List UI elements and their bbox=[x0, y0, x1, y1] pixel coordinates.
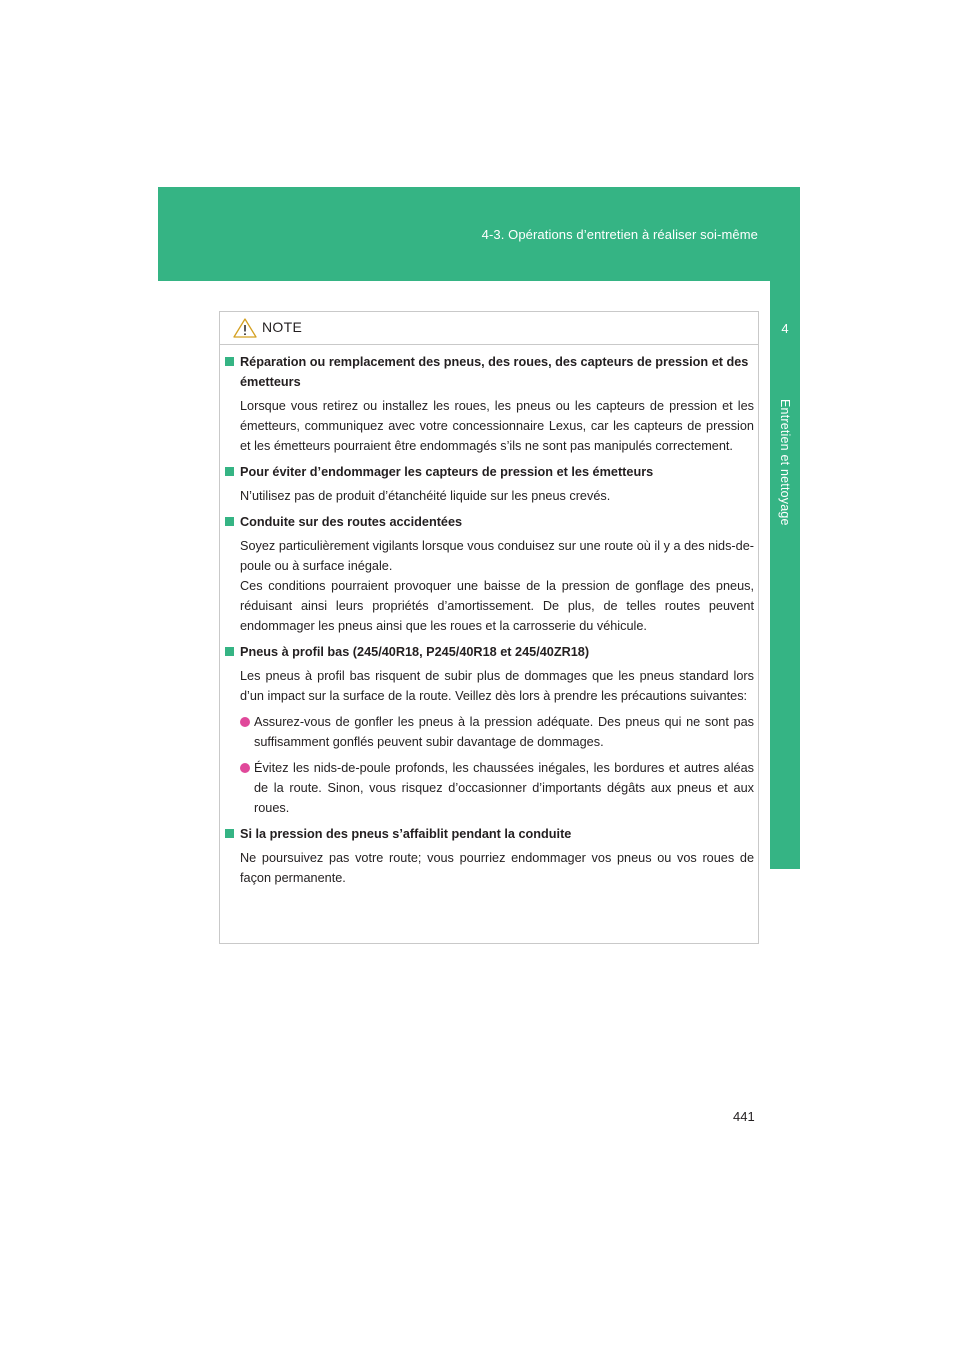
square-bullet-icon bbox=[225, 647, 234, 656]
section-title: 4-3. Opérations d’entretien à réaliser soi-même bbox=[481, 227, 758, 242]
note-box bbox=[219, 311, 759, 944]
section-heading: Pneus à profil bas (245/40R18, P245/40R18 et 245/40ZR18) bbox=[225, 642, 754, 662]
warning-triangle-icon bbox=[233, 318, 257, 338]
section-paragraph: Ne poursuivez pas votre route; vous pourriez endommager vos pneus ou vos roues de façon permanente. bbox=[240, 851, 754, 885]
section-paragraph: Les pneus à profil bas risquent de subir plus de dommages que les pneus standard lors d’un impact sur la surface de la route. Veillez dès lors à prendre les précautions suivantes: bbox=[240, 669, 754, 703]
section-paragraph: Ces conditions pourraient provoquer une baisse de la pression de gonflage des pneus, réduisant ainsi leurs propriétés d’amortissement. De plus, de telles routes peuvent endommager les pneus ainsi que les roues et la carrosserie du véhicule. bbox=[240, 579, 754, 633]
section-header-band bbox=[158, 187, 800, 281]
square-bullet-icon bbox=[225, 357, 234, 366]
section-heading: Si la pression des pneus s’affaiblit pendant la conduite bbox=[225, 824, 754, 844]
chapter-side-tab bbox=[770, 281, 800, 869]
section-paragraph: Lorsque vous retirez ou installez les roues, les pneus ou les capteurs de pression et les émetteurs, communiquez avec votre concessionnaire Lexus, car les capteurs de pression et les émetteurs pourraient être endommagés s’ils ne sont pas manipulés correctement. bbox=[240, 399, 754, 453]
note-label: NOTE bbox=[262, 319, 303, 335]
chapter-number: 4 bbox=[781, 321, 789, 336]
page-number: 441 bbox=[733, 1109, 755, 1124]
square-bullet-icon bbox=[225, 517, 234, 526]
square-bullet-icon bbox=[225, 467, 234, 476]
section-heading: Réparation ou remplacement des pneus, des roues, des capteurs de pression et des émetteurs bbox=[225, 352, 754, 392]
note-body bbox=[225, 352, 754, 894]
section-heading: Pour éviter d’endommager les capteurs de pression et les émetteurs bbox=[225, 462, 754, 482]
chapter-label: Entretien et nettoyage bbox=[778, 399, 792, 526]
round-bullet-icon bbox=[240, 717, 250, 727]
section-paragraph: N’utilisez pas de produit d’étanchéité liquide sur les pneus crevés. bbox=[240, 489, 611, 503]
section-heading: Conduite sur des routes accidentées bbox=[225, 512, 754, 532]
list-item: Évitez les nids-de-poule profonds, les chaussées inégales, les bordures et autres aléas de la route. Sinon, vous risquez d’occasionner d’importants dégâts aux pneus et aux roues. bbox=[240, 758, 754, 818]
section-paragraph: Soyez particulièrement vigilants lorsque vous conduisez sur une route où il y a des nids-de-poule ou à surface inégale. bbox=[240, 539, 754, 573]
note-header bbox=[220, 312, 758, 345]
round-bullet-icon bbox=[240, 763, 250, 773]
list-item: Assurez-vous de gonfler les pneus à la pression adéquate. Des pneus qui ne sont pas suffisamment gonflés peuvent subir davantage de dommages. bbox=[240, 712, 754, 752]
square-bullet-icon bbox=[225, 829, 234, 838]
